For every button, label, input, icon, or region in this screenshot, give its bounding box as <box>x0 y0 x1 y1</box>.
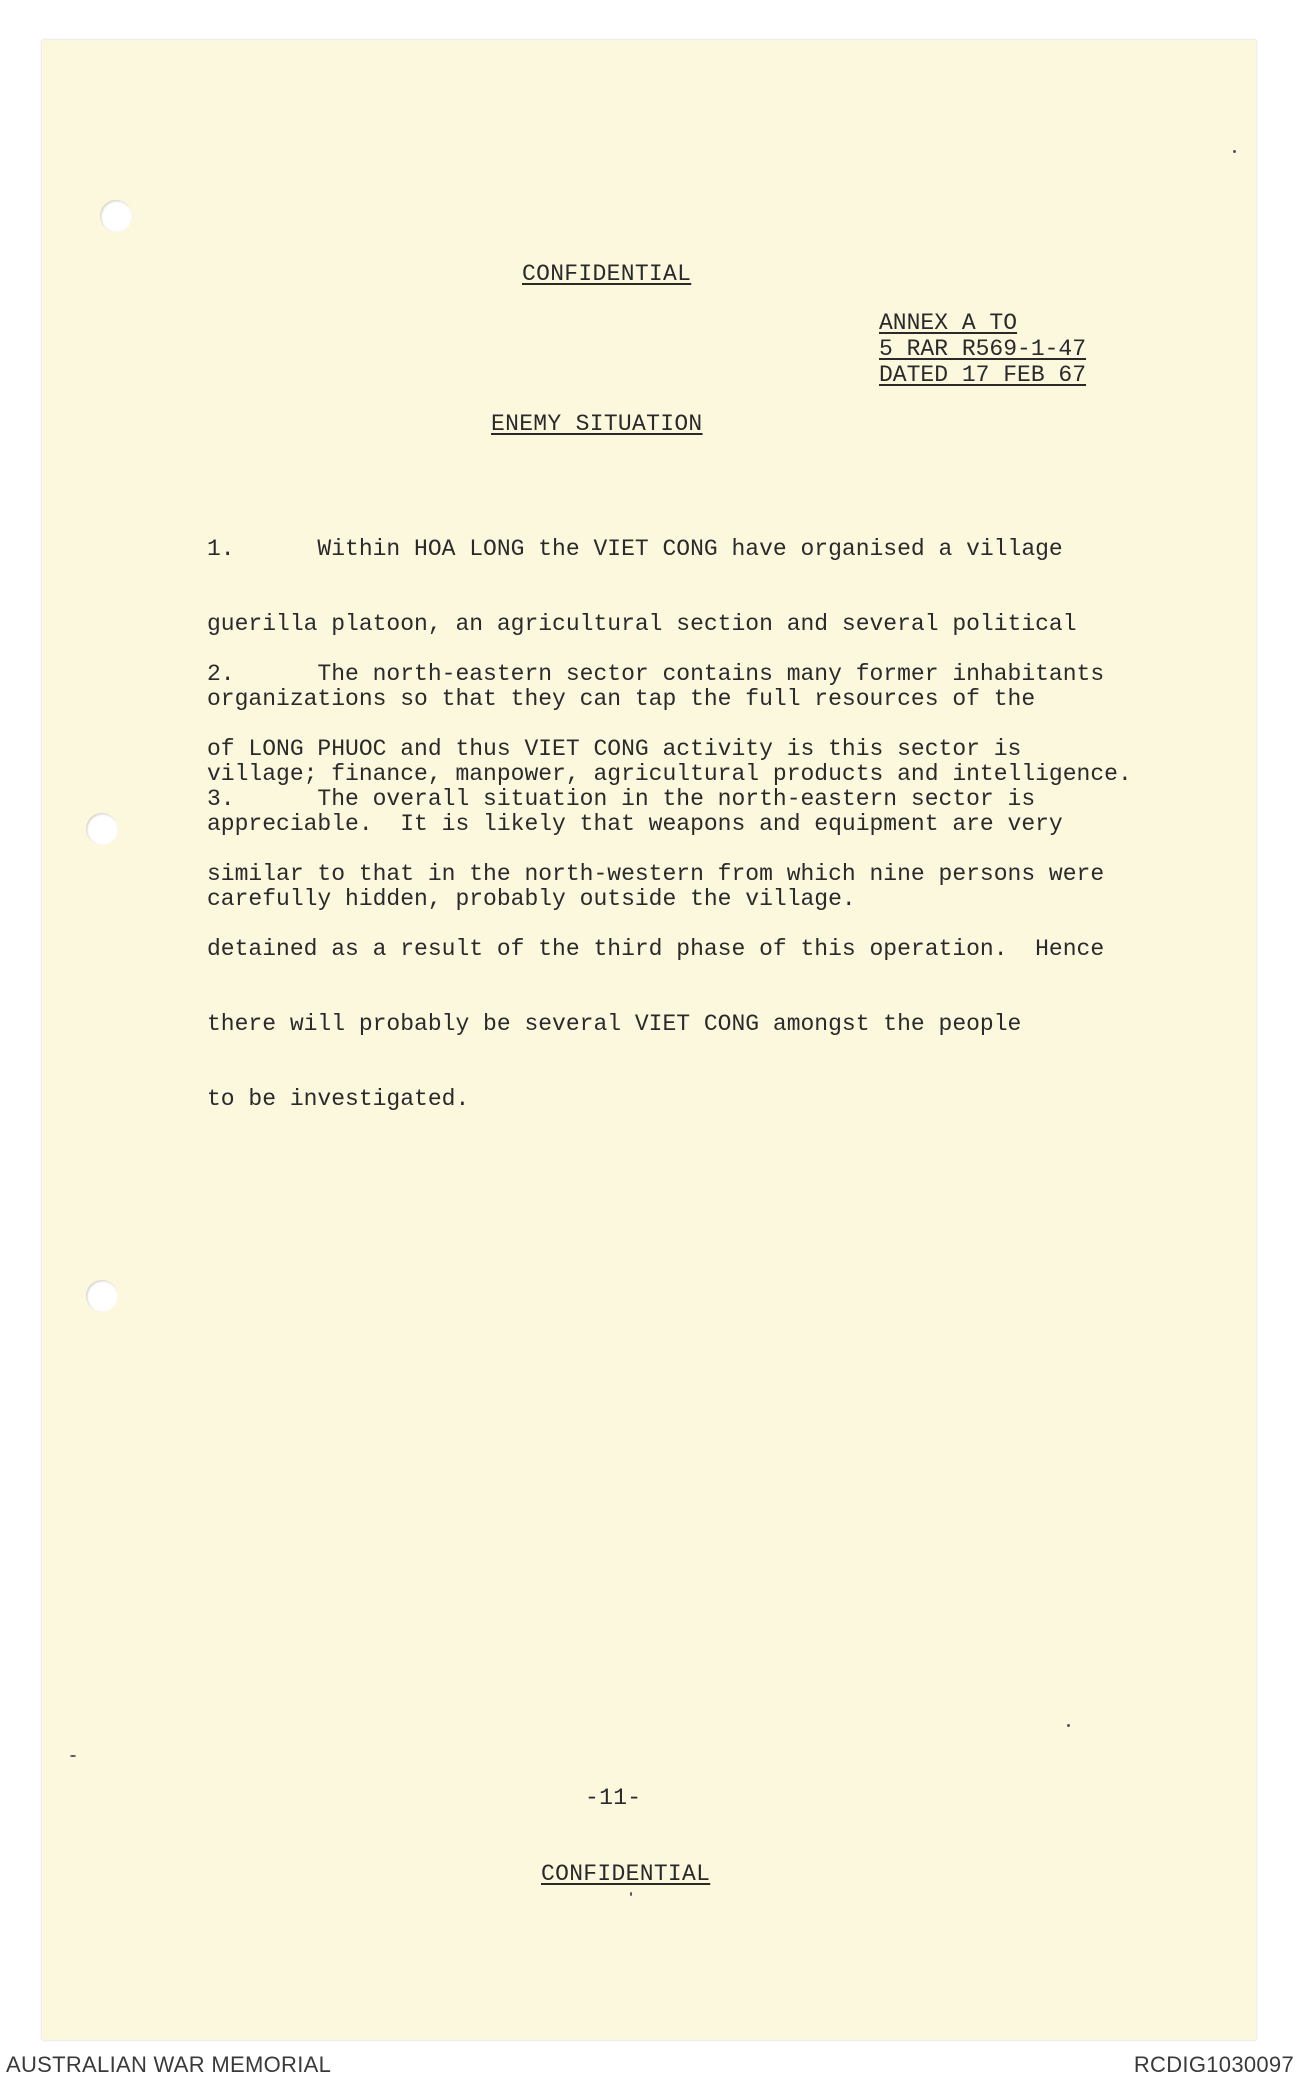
annex-reference <box>879 310 1086 388</box>
annex-line-3: DATED 17 FEB 67 <box>879 362 1087 388</box>
archive-institution: AUSTRALIAN WAR MEMORIAL <box>6 2052 332 2077</box>
header-classification: CONFIDENTIAL <box>522 261 692 287</box>
paper-speck <box>630 1892 632 1896</box>
page-number: -11- <box>585 1785 642 1811</box>
paragraph-line: 1. Within HOA LONG the VIET CONG have organised a village <box>207 536 1063 562</box>
document-title: ENEMY SITUATION <box>491 411 703 437</box>
paragraph-line: guerilla platoon, an agricultural section and several political <box>207 611 1077 637</box>
paragraph-line: organizations so that they can tap the full resources of the <box>207 686 1036 712</box>
punch-hole <box>86 1280 118 1312</box>
paragraph-line: there will probably be several VIET CONG amongst the people <box>207 1011 1022 1037</box>
paragraph-line: detained as a result of the third phase of this operation. Hence <box>207 936 1105 962</box>
paragraph-line: carefully hidden, probably outside the village. <box>207 886 856 912</box>
punch-hole <box>86 813 118 845</box>
paragraph-line: village; finance, manpower, agricultural products and intelligence. <box>207 761 1132 787</box>
paper-speck <box>1067 1724 1070 1727</box>
punch-hole <box>100 200 132 232</box>
paper-speck <box>1233 150 1236 153</box>
paragraph-line: 3. The overall situation in the north-eastern sector is <box>207 786 1036 812</box>
paragraph-3 <box>207 737 1217 1137</box>
paragraph-line: of LONG PHUOC and thus VIET CONG activity is this sector is <box>207 736 1022 762</box>
annex-line-2: 5 RAR R569-1-47 <box>879 336 1087 362</box>
paragraph-line: appreciable. It is likely that weapons and equipment are very <box>207 811 1063 837</box>
archive-item-id: RCDIG1030097 <box>1133 2052 1294 2077</box>
paragraph-line: to be investigated. <box>207 1086 470 1112</box>
footer-classification: CONFIDENTIAL <box>541 1861 711 1887</box>
paragraph-line: 2. The north-eastern sector contains many former inhabitants <box>207 661 1105 687</box>
paper-speck <box>70 1755 76 1757</box>
paragraph-line: similar to that in the north-western from which nine persons were <box>207 861 1105 887</box>
annex-line-1: ANNEX A TO <box>879 310 1018 336</box>
